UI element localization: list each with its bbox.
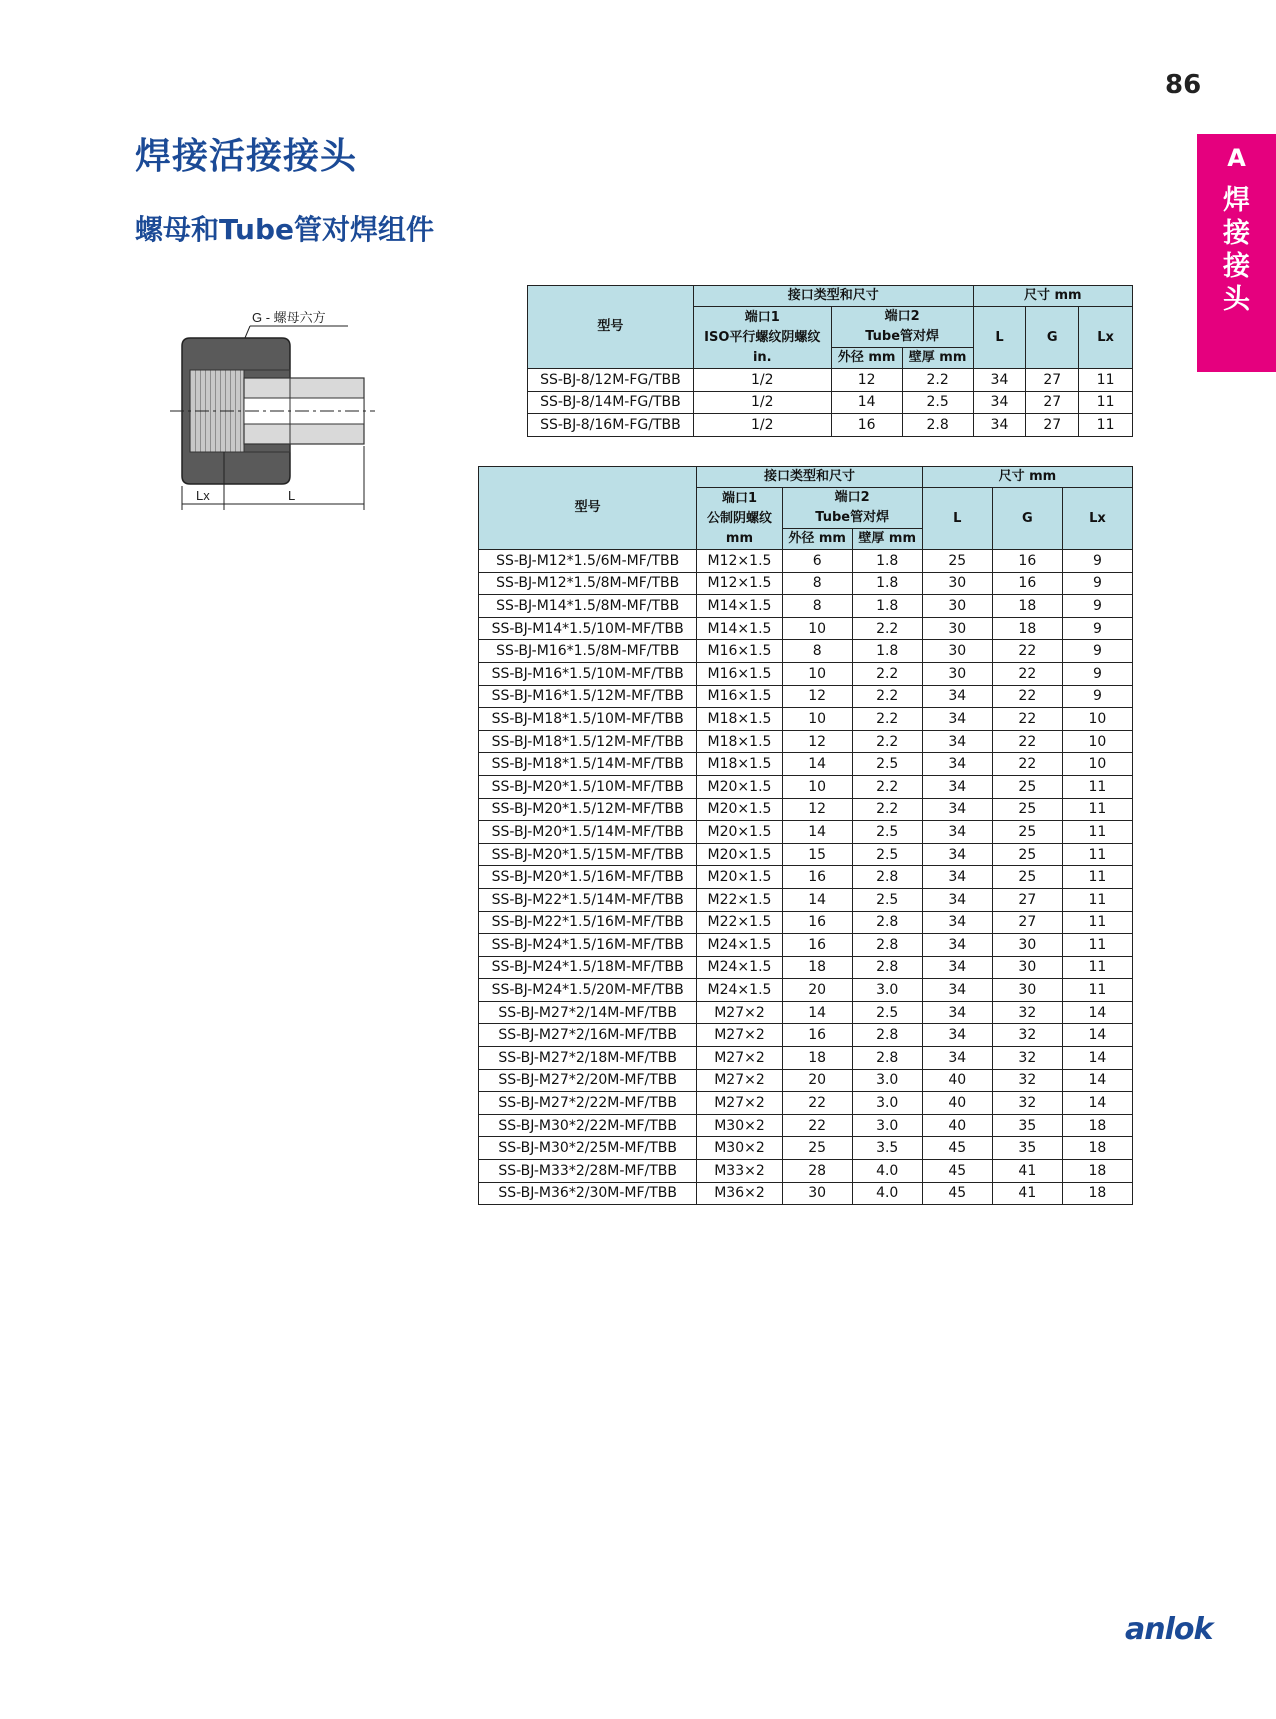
- cell-port1: M24×1.5: [697, 979, 782, 1002]
- cell-lx: 10: [1062, 753, 1132, 776]
- cell-g: 27: [1026, 391, 1079, 414]
- cell-od: 8: [782, 640, 852, 663]
- col-wall-header: 壁厚 mm: [852, 529, 922, 550]
- cell-wall: 2.8: [852, 956, 922, 979]
- table-row: [479, 708, 1133, 731]
- cell-wall: 2.2: [852, 708, 922, 731]
- cell-model: SS-BJ-M12*1.5/8M-MF/TBB: [479, 572, 697, 595]
- cell-lx: 9: [1062, 550, 1132, 573]
- cell-l: 34: [922, 798, 992, 821]
- cell-od: 25: [782, 1137, 852, 1160]
- cell-g: 22: [992, 730, 1062, 753]
- cell-lx: 11: [1079, 391, 1133, 414]
- group-connection-header: 接口类型和尺寸: [697, 467, 922, 488]
- cell-g: 27: [992, 888, 1062, 911]
- table-row: [479, 1024, 1133, 1047]
- cell-port1: M27×2: [697, 1092, 782, 1115]
- cell-model: SS-BJ-M30*2/22M-MF/TBB: [479, 1114, 697, 1137]
- cell-wall: 2.5: [902, 391, 973, 414]
- cell-od: 16: [782, 866, 852, 889]
- cell-port1: M30×2: [697, 1114, 782, 1137]
- table-row: [479, 843, 1133, 866]
- cell-g: 18: [992, 617, 1062, 640]
- cell-l: 34: [922, 1024, 992, 1047]
- cell-g: 30: [992, 979, 1062, 1002]
- cell-model: SS-BJ-M24*1.5/18M-MF/TBB: [479, 956, 697, 979]
- cell-wall: 2.5: [852, 1001, 922, 1024]
- cell-g: 27: [1026, 414, 1079, 437]
- cell-l: 45: [922, 1160, 992, 1183]
- col-g-header: G: [1026, 307, 1079, 369]
- cell-wall: 2.8: [852, 1024, 922, 1047]
- cell-l: 45: [922, 1137, 992, 1160]
- cell-port1: M18×1.5: [697, 708, 782, 731]
- cell-l: 34: [922, 934, 992, 957]
- cell-l: 34: [922, 1047, 992, 1070]
- table-row: [528, 414, 1133, 437]
- col-lx-header: Lx: [1062, 488, 1132, 550]
- cell-l: 34: [973, 369, 1026, 392]
- cell-g: 32: [992, 1001, 1062, 1024]
- cell-g: 32: [992, 1092, 1062, 1115]
- cell-model: SS-BJ-M24*1.5/20M-MF/TBB: [479, 979, 697, 1002]
- cell-od: 18: [782, 1047, 852, 1070]
- port1-title: 端口1: [721, 490, 757, 506]
- cell-od: 18: [782, 956, 852, 979]
- col-g-header: G: [992, 488, 1062, 550]
- cell-lx: 11: [1062, 798, 1132, 821]
- dim-l-label: L: [288, 488, 296, 503]
- cell-wall: 3.0: [852, 979, 922, 1002]
- cell-lx: 10: [1062, 730, 1132, 753]
- cell-port1: M20×1.5: [697, 821, 782, 844]
- cell-g: 25: [992, 821, 1062, 844]
- cell-l: 34: [973, 414, 1026, 437]
- cell-l: 34: [922, 775, 992, 798]
- cell-l: 30: [922, 595, 992, 618]
- cell-wall: 4.0: [852, 1160, 922, 1183]
- table-row: [479, 572, 1133, 595]
- cell-model: SS-BJ-M22*1.5/16M-MF/TBB: [479, 911, 697, 934]
- cell-port1: M27×2: [697, 1001, 782, 1024]
- cell-port1: M16×1.5: [697, 685, 782, 708]
- cell-wall: 2.8: [852, 866, 922, 889]
- cell-model: SS-BJ-M18*1.5/10M-MF/TBB: [479, 708, 697, 731]
- table-row: [479, 1114, 1133, 1137]
- cell-lx: 18: [1062, 1114, 1132, 1137]
- col-l-header: L: [922, 488, 992, 550]
- cell-wall: 2.5: [852, 753, 922, 776]
- col-port1-header: [693, 307, 831, 369]
- cell-l: 34: [922, 956, 992, 979]
- cell-model: SS-BJ-M33*2/28M-MF/TBB: [479, 1160, 697, 1183]
- cell-model: SS-BJ-M12*1.5/6M-MF/TBB: [479, 550, 697, 573]
- cell-od: 16: [831, 414, 902, 437]
- col-model-header: 型号: [479, 467, 697, 550]
- cell-model: SS-BJ-M22*1.5/14M-MF/TBB: [479, 888, 697, 911]
- cell-port1: M20×1.5: [697, 775, 782, 798]
- cell-l: 34: [922, 888, 992, 911]
- page-number: 86: [1165, 70, 1202, 100]
- cell-lx: 14: [1062, 1047, 1132, 1070]
- cell-port1: M27×2: [697, 1047, 782, 1070]
- cell-wall: 1.8: [852, 550, 922, 573]
- cell-l: 34: [922, 730, 992, 753]
- cell-model: SS-BJ-M36*2/30M-MF/TBB: [479, 1182, 697, 1205]
- fitting-drawing: [170, 300, 400, 520]
- section-tab-text: 焊 接 接 头: [1223, 185, 1250, 315]
- cell-model: SS-BJ-M14*1.5/10M-MF/TBB: [479, 617, 697, 640]
- table-row: [528, 369, 1133, 392]
- cell-l: 30: [922, 640, 992, 663]
- cell-wall: 2.5: [852, 821, 922, 844]
- table-row: [479, 595, 1133, 618]
- section-tab-letter: A: [1227, 144, 1246, 172]
- cell-wall: 2.8: [902, 414, 973, 437]
- cell-port1: M14×1.5: [697, 617, 782, 640]
- table-row: [479, 1069, 1133, 1092]
- cell-od: 20: [782, 979, 852, 1002]
- cell-lx: 11: [1062, 821, 1132, 844]
- cell-g: 22: [992, 753, 1062, 776]
- cell-model: SS-BJ-M27*2/16M-MF/TBB: [479, 1024, 697, 1047]
- cell-model: SS-BJ-M18*1.5/12M-MF/TBB: [479, 730, 697, 753]
- cell-wall: 2.5: [852, 888, 922, 911]
- cell-od: 14: [782, 821, 852, 844]
- port2-type: Tube管对焊: [865, 329, 940, 344]
- cell-g: 25: [992, 775, 1062, 798]
- cell-g: 18: [992, 595, 1062, 618]
- cell-g: 25: [992, 843, 1062, 866]
- cell-model: SS-BJ-M30*2/25M-MF/TBB: [479, 1137, 697, 1160]
- table-row: [479, 934, 1133, 957]
- table-row: [479, 685, 1133, 708]
- port1-unit: in.: [752, 349, 772, 365]
- hex-callout-label: G - 螺母六方: [252, 310, 326, 325]
- cell-lx: 11: [1062, 888, 1132, 911]
- cell-od: 16: [782, 911, 852, 934]
- section-tab[interactable]: [1197, 134, 1276, 372]
- cell-lx: 14: [1062, 1001, 1132, 1024]
- cell-l: 30: [922, 662, 992, 685]
- group-size-header: 尺寸 mm: [973, 286, 1132, 307]
- cell-model: SS-BJ-M20*1.5/14M-MF/TBB: [479, 821, 697, 844]
- cell-wall: 1.8: [852, 595, 922, 618]
- brand-logo: anlok: [1125, 1612, 1213, 1647]
- cell-od: 16: [782, 934, 852, 957]
- cell-lx: 10: [1062, 708, 1132, 731]
- cell-lx: 14: [1062, 1024, 1132, 1047]
- cell-model: SS-BJ-8/16M-FG/TBB: [528, 414, 694, 437]
- cell-lx: 14: [1062, 1092, 1132, 1115]
- table-row: [479, 866, 1133, 889]
- col-od-header: 外径 mm: [782, 529, 852, 550]
- cell-od: 10: [782, 617, 852, 640]
- table-row: [479, 888, 1133, 911]
- cell-l: 34: [922, 866, 992, 889]
- col-port1-header: [697, 488, 782, 550]
- cell-port1: M24×1.5: [697, 956, 782, 979]
- cell-wall: 1.8: [852, 572, 922, 595]
- cell-wall: 4.0: [852, 1182, 922, 1205]
- table-row: [479, 775, 1133, 798]
- cell-od: 10: [782, 775, 852, 798]
- port1-type: ISO平行螺纹阴螺纹: [704, 329, 821, 345]
- col-model-header: 型号: [528, 286, 694, 369]
- cell-port1: M18×1.5: [697, 753, 782, 776]
- cell-port1: M22×1.5: [697, 888, 782, 911]
- table-row: [479, 956, 1133, 979]
- cell-g: 22: [992, 708, 1062, 731]
- cell-wall: 2.8: [852, 911, 922, 934]
- table-row: [479, 1160, 1133, 1183]
- cell-model: SS-BJ-M27*2/22M-MF/TBB: [479, 1092, 697, 1115]
- cell-od: 12: [782, 730, 852, 753]
- cell-lx: 18: [1062, 1182, 1132, 1205]
- cell-wall: 3.5: [852, 1137, 922, 1160]
- cell-l: 34: [922, 1001, 992, 1024]
- table-row: [479, 1182, 1133, 1205]
- cell-g: 27: [992, 911, 1062, 934]
- cell-l: 30: [922, 617, 992, 640]
- table-row: [479, 1092, 1133, 1115]
- cell-g: 32: [992, 1047, 1062, 1070]
- port1-unit: mm: [725, 530, 754, 546]
- cell-wall: 3.0: [852, 1092, 922, 1115]
- cell-g: 35: [992, 1114, 1062, 1137]
- cell-lx: 9: [1062, 572, 1132, 595]
- cell-lx: 9: [1062, 685, 1132, 708]
- cell-wall: 2.2: [852, 730, 922, 753]
- cell-model: SS-BJ-M27*2/20M-MF/TBB: [479, 1069, 697, 1092]
- cell-port1: 1/2: [693, 391, 831, 414]
- cell-lx: 9: [1062, 595, 1132, 618]
- cell-port1: M20×1.5: [697, 798, 782, 821]
- group-connection-header: 接口类型和尺寸: [693, 286, 973, 307]
- cell-g: 25: [992, 866, 1062, 889]
- dim-lx-label: Lx: [196, 488, 210, 503]
- cell-wall: 1.8: [852, 640, 922, 663]
- cell-model: SS-BJ-M20*1.5/12M-MF/TBB: [479, 798, 697, 821]
- cell-model: SS-BJ-M16*1.5/10M-MF/TBB: [479, 662, 697, 685]
- cell-model: SS-BJ-8/14M-FG/TBB: [528, 391, 694, 414]
- cell-model: SS-BJ-M27*2/14M-MF/TBB: [479, 1001, 697, 1024]
- port2-type: Tube管对焊: [815, 510, 890, 525]
- cell-port1: M30×2: [697, 1137, 782, 1160]
- cell-g: 32: [992, 1024, 1062, 1047]
- cell-g: 22: [992, 685, 1062, 708]
- cell-model: SS-BJ-M27*2/18M-MF/TBB: [479, 1047, 697, 1070]
- cell-port1: M20×1.5: [697, 843, 782, 866]
- cell-port1: M12×1.5: [697, 550, 782, 573]
- cell-model: SS-BJ-M24*1.5/16M-MF/TBB: [479, 934, 697, 957]
- cell-od: 22: [782, 1092, 852, 1115]
- cell-lx: 11: [1062, 956, 1132, 979]
- cell-port1: 1/2: [693, 414, 831, 437]
- cell-l: 25: [922, 550, 992, 573]
- cell-g: 32: [992, 1069, 1062, 1092]
- port2-title: 端口2: [834, 490, 870, 505]
- cell-od: 8: [782, 572, 852, 595]
- page-title: 焊接活接接头: [135, 136, 358, 177]
- cell-wall: 2.2: [902, 369, 973, 392]
- col-port2-header: [831, 307, 973, 348]
- cell-od: 14: [831, 391, 902, 414]
- table-row: [479, 979, 1133, 1002]
- cell-wall: 2.2: [852, 662, 922, 685]
- cell-od: 14: [782, 1001, 852, 1024]
- cell-lx: 11: [1062, 934, 1132, 957]
- cell-l: 40: [922, 1114, 992, 1137]
- cell-model: SS-BJ-M20*1.5/16M-MF/TBB: [479, 866, 697, 889]
- port1-type: 公制阴螺纹: [706, 510, 772, 526]
- cell-od: 28: [782, 1160, 852, 1183]
- cell-od: 12: [831, 369, 902, 392]
- cell-l: 34: [922, 979, 992, 1002]
- cell-port1: M22×1.5: [697, 911, 782, 934]
- cell-port1: M33×2: [697, 1160, 782, 1183]
- cell-l: 34: [922, 708, 992, 731]
- cell-g: 35: [992, 1137, 1062, 1160]
- port1-title: 端口1: [744, 309, 780, 325]
- cell-wall: 2.2: [852, 685, 922, 708]
- cell-lx: 11: [1079, 369, 1133, 392]
- cell-l: 45: [922, 1182, 992, 1205]
- cell-lx: 11: [1062, 979, 1132, 1002]
- col-wall-header: 壁厚 mm: [902, 348, 973, 369]
- cell-lx: 14: [1062, 1069, 1132, 1092]
- cell-od: 12: [782, 798, 852, 821]
- cell-lx: 11: [1062, 911, 1132, 934]
- cell-port1: M27×2: [697, 1069, 782, 1092]
- cell-model: SS-BJ-M18*1.5/14M-MF/TBB: [479, 753, 697, 776]
- cell-wall: 2.8: [852, 1047, 922, 1070]
- table-row: [528, 391, 1133, 414]
- cell-l: 34: [922, 911, 992, 934]
- cell-od: 15: [782, 843, 852, 866]
- section-subtitle: 螺母和Tube管对焊组件: [135, 213, 434, 246]
- table-row: [479, 1047, 1133, 1070]
- cell-od: 10: [782, 662, 852, 685]
- cell-port1: 1/2: [693, 369, 831, 392]
- cell-od: 10: [782, 708, 852, 731]
- cell-wall: 2.5: [852, 843, 922, 866]
- cell-port1: M27×2: [697, 1024, 782, 1047]
- cell-wall: 3.0: [852, 1114, 922, 1137]
- table-row: [479, 550, 1133, 573]
- cell-wall: 2.2: [852, 617, 922, 640]
- col-port2-header: [782, 488, 922, 529]
- cell-lx: 11: [1062, 843, 1132, 866]
- table-row: [479, 1001, 1133, 1024]
- cell-g: 41: [992, 1160, 1062, 1183]
- cell-model: SS-BJ-M20*1.5/10M-MF/TBB: [479, 775, 697, 798]
- port2-title: 端口2: [884, 309, 920, 324]
- cell-lx: 11: [1079, 414, 1133, 437]
- cell-model: SS-BJ-M14*1.5/8M-MF/TBB: [479, 595, 697, 618]
- table-row: [479, 911, 1133, 934]
- cell-wall: 2.2: [852, 775, 922, 798]
- cell-l: 40: [922, 1069, 992, 1092]
- col-od-header: 外径 mm: [831, 348, 902, 369]
- table-row: [479, 730, 1133, 753]
- cell-port1: M18×1.5: [697, 730, 782, 753]
- cell-model: SS-BJ-M16*1.5/12M-MF/TBB: [479, 685, 697, 708]
- cell-model: SS-BJ-M16*1.5/8M-MF/TBB: [479, 640, 697, 663]
- cell-l: 34: [973, 391, 1026, 414]
- table-row: [479, 821, 1133, 844]
- cell-model: SS-BJ-M20*1.5/15M-MF/TBB: [479, 843, 697, 866]
- cell-lx: 9: [1062, 617, 1132, 640]
- cell-l: 34: [922, 843, 992, 866]
- cell-od: 8: [782, 595, 852, 618]
- cell-lx: 11: [1062, 866, 1132, 889]
- spec-table-metric: [478, 466, 1133, 1205]
- cell-l: 30: [922, 572, 992, 595]
- cell-g: 16: [992, 550, 1062, 573]
- table-row: [479, 753, 1133, 776]
- table-row: [479, 640, 1133, 663]
- cell-port1: M16×1.5: [697, 662, 782, 685]
- cell-od: 14: [782, 753, 852, 776]
- cell-port1: M14×1.5: [697, 595, 782, 618]
- cell-lx: 9: [1062, 640, 1132, 663]
- cell-wall: 2.2: [852, 798, 922, 821]
- cell-od: 30: [782, 1182, 852, 1205]
- cell-port1: M24×1.5: [697, 934, 782, 957]
- cell-l: 34: [922, 753, 992, 776]
- col-lx-header: Lx: [1079, 307, 1133, 369]
- cell-g: 22: [992, 640, 1062, 663]
- cell-g: 27: [1026, 369, 1079, 392]
- cell-lx: 18: [1062, 1160, 1132, 1183]
- cell-l: 34: [922, 821, 992, 844]
- cell-port1: M12×1.5: [697, 572, 782, 595]
- cell-l: 40: [922, 1092, 992, 1115]
- table-row: [479, 798, 1133, 821]
- cell-od: 12: [782, 685, 852, 708]
- cell-port1: M16×1.5: [697, 640, 782, 663]
- cell-od: 6: [782, 550, 852, 573]
- cell-g: 22: [992, 662, 1062, 685]
- cell-g: 25: [992, 798, 1062, 821]
- cell-od: 22: [782, 1114, 852, 1137]
- table-row: [479, 1137, 1133, 1160]
- cell-wall: 2.8: [852, 934, 922, 957]
- cell-g: 16: [992, 572, 1062, 595]
- cell-lx: 9: [1062, 662, 1132, 685]
- cell-port1: M36×2: [697, 1182, 782, 1205]
- cell-lx: 11: [1062, 775, 1132, 798]
- cell-od: 14: [782, 888, 852, 911]
- cell-od: 16: [782, 1024, 852, 1047]
- cell-l: 34: [922, 685, 992, 708]
- table-row: [479, 617, 1133, 640]
- cell-g: 30: [992, 934, 1062, 957]
- cell-od: 20: [782, 1069, 852, 1092]
- col-l-header: L: [973, 307, 1026, 369]
- spec-table-iso: [527, 285, 1133, 437]
- cell-port1: M20×1.5: [697, 866, 782, 889]
- cell-g: 41: [992, 1182, 1062, 1205]
- cell-wall: 3.0: [852, 1069, 922, 1092]
- group-size-header: 尺寸 mm: [922, 467, 1132, 488]
- cell-model: SS-BJ-8/12M-FG/TBB: [528, 369, 694, 392]
- cell-lx: 18: [1062, 1137, 1132, 1160]
- cell-g: 30: [992, 956, 1062, 979]
- table-row: [479, 662, 1133, 685]
